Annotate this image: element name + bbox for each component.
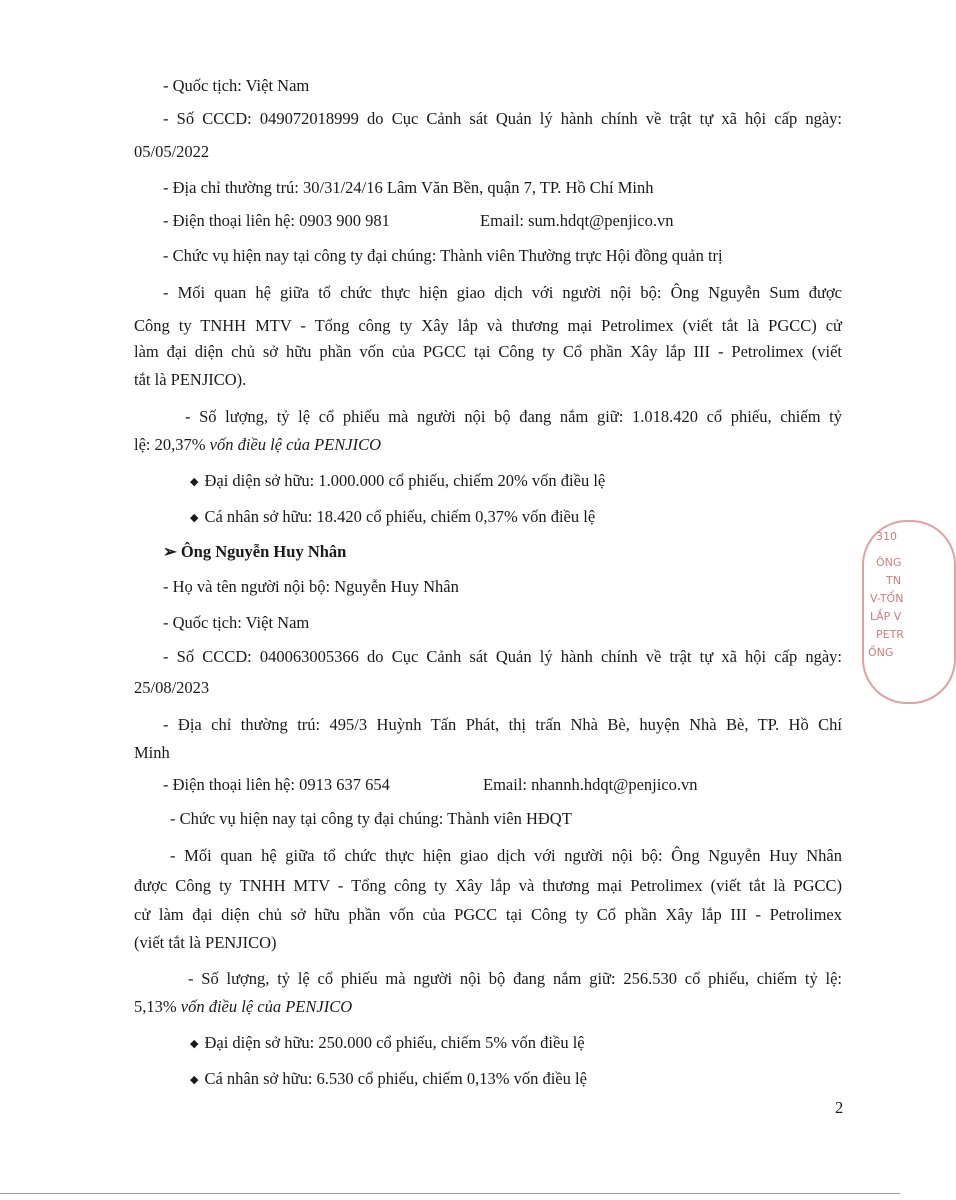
shares-line-1: - Số lượng, tỷ lệ cổ phiếu mà người nội bộ đang nắm giữ: 256.530 cổ phiếu, chiếm tỷ lệ: [188,969,842,988]
relation-line-2: Công ty TNHH MTV - Tổng công ty Xây lắp và thương mại Petrolimex (viết tắt là PGCC) cử [134,316,842,335]
shares-percent: lệ: 20,37% [134,435,210,454]
shares-line-2 [134,434,381,456]
bullet-text: Cá nhân sở hữu: 6.530 cổ phiếu, chiếm 0,13% vốn điều lệ [204,1069,587,1088]
bullet-text: Cá nhân sở hữu: 18.420 cổ phiếu, chiếm 0,37% vốn điều lệ [204,507,596,526]
diamond-bullet-icon: ◆ [190,512,199,524]
id-card-line: - Số CCCD: 040063005366 do Cục Cảnh sát Quản lý hành chính về trật tự xã hội cấp ngày: [163,647,842,666]
diamond-bullet-icon: ◆ [190,1038,199,1050]
relation-line-2: được Công ty TNHH MTV - Tổng công ty Xây lắp và thương mại Petrolimex (viết tắt là PGCC) [134,876,842,895]
position-line: - Chức vụ hiện nay tại công ty đại chúng: Thành viên Thường trực Hội đồng quản trị [163,246,723,265]
fullname-line: - Họ và tên người nội bộ: Nguyễn Huy Nhân [163,577,459,596]
stamp-text: TN [886,574,901,587]
email-line: Email: sum.hdqt@penjico.vn [480,211,674,230]
company-seal-stamp [862,520,956,704]
bullet-item [190,470,605,494]
stamp-text: PETR [876,628,904,641]
stamp-text: V-TỔN [870,592,904,605]
stamp-text: ÔNG [876,556,902,569]
section-heading-text: Ông Nguyễn Huy Nhân [180,542,347,561]
relation-line-4: tắt là PENJICO). [134,370,247,389]
stamp-text: LẮP V [870,610,902,623]
id-card-line: - Số CCCD: 049072018999 do Cục Cảnh sát Quản lý hành chính về trật tự xã hội cấp ngày: [163,109,842,128]
arrow-bullet-icon: ➢ [163,542,177,561]
relation-line-1: - Mối quan hệ giữa tổ chức thực hiện giao dịch với người nội bộ: Ông Nguyễn Huy Nhân [170,846,842,865]
page-number: 2 [835,1098,844,1117]
shares-line-2 [134,996,352,1018]
relation-line-4: (viết tắt là PENJICO) [134,933,277,952]
relation-line-3: làm đại diện chủ sở hữu phần vốn của PGCC tại Công ty Cổ phần Xây lắp III - Petrolimex (viết [134,342,842,361]
address-line-cont: Minh [134,743,170,762]
id-issue-date: 25/08/2023 [134,678,210,697]
id-issue-date: 05/05/2022 [134,142,210,161]
phone-line: - Điện thoại liên hệ: 0913 637 654 [163,775,390,794]
bullet-item [190,1068,587,1092]
shares-percent-note: vốn điều lệ của PENJICO [209,435,381,454]
section-heading [163,541,346,563]
relation-line-3: cử làm đại diện chủ sở hữu phần vốn của PGCC tại Công ty Cổ phần Xây lắp III - Petrolimex [134,905,842,924]
position-line: - Chức vụ hiện nay tại công ty đại chúng: Thành viên HĐQT [170,809,572,828]
diamond-bullet-icon: ◆ [190,1074,199,1086]
address-line: - Địa chỉ thường trú: 495/3 Huỳnh Tấn Phát, thị trấn Nhà Bè, huyện Nhà Bè, TP. Hồ Chí [163,715,842,734]
email-line: Email: nhannh.hdqt@penjico.vn [483,775,698,794]
bullet-text: Đại diện sở hữu: 1.000.000 cổ phiếu, chiếm 20% vốn điều lệ [204,471,606,490]
address-line: - Địa chỉ thường trú: 30/31/24/16 Lâm Văn Bền, quận 7, TP. Hồ Chí Minh [163,178,654,197]
nationality-line: - Quốc tịch: Việt Nam [163,76,310,95]
bullet-item [190,506,595,530]
shares-line-1: - Số lượng, tỷ lệ cổ phiếu mà người nội bộ đang nắm giữ: 1.018.420 cổ phiếu, chiếm tỷ [185,407,842,426]
phone-line: - Điện thoại liên hệ: 0903 900 981 [163,211,390,230]
stamp-text: ỒNG [868,646,894,659]
stamp-text: 310 [876,530,897,543]
shares-percent-note: vốn điều lệ của PENJICO [180,997,353,1016]
relation-line-1: - Mối quan hệ giữa tổ chức thực hiện giao dịch với người nội bộ: Ông Nguyễn Sum được [163,283,842,302]
bottom-divider [0,1193,900,1194]
bullet-text: Đại diện sở hữu: 250.000 cổ phiếu, chiếm 5% vốn điều lệ [204,1033,585,1052]
nationality-line: - Quốc tịch: Việt Nam [163,613,310,632]
bullet-item [190,1032,585,1056]
diamond-bullet-icon: ◆ [190,476,199,488]
shares-percent: 5,13% [134,997,181,1016]
